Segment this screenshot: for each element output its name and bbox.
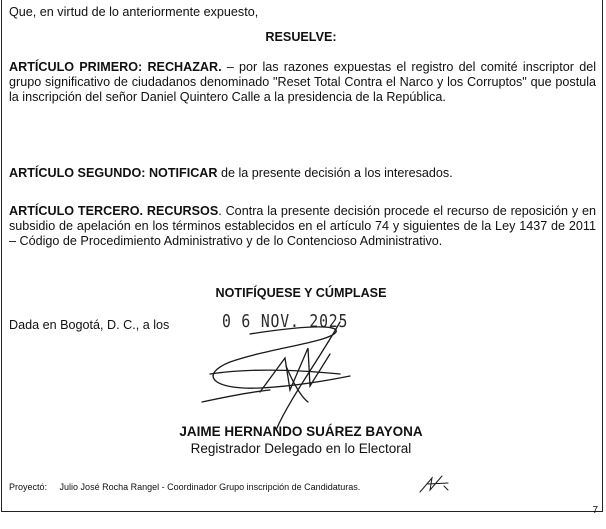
footer-text: Julio José Rocha Rangel - Coordinador Grupo inscripción de Candidaturas. — [59, 482, 361, 492]
article-segundo-label: ARTÍCULO SEGUNDO: — [9, 166, 146, 180]
initials-mark — [418, 474, 454, 494]
page-number: 7 — [592, 505, 598, 516]
date-line: Dada en Bogotá, D. C., a los — [9, 318, 170, 332]
article-primero-label: ARTÍCULO PRIMERO: — [9, 60, 143, 74]
resuelve-heading: RESUELVE: — [265, 30, 337, 44]
intro-paragraph: Que, en virtud de lo anteriormente expuesto, — [9, 5, 259, 19]
footer-projected-by — [9, 482, 360, 492]
date-stamp: 0 6 NOV. 2025 — [222, 311, 349, 332]
signer-name: JAIME HERNANDO SUÁREZ BAYONA — [179, 424, 423, 439]
article-tercero-verb: RECURSOS — [146, 204, 219, 218]
article-primero — [9, 60, 596, 105]
article-segundo-verb: NOTIFICAR — [148, 166, 218, 180]
article-tercero-label: ARTÍCULO TERCERO. — [9, 204, 143, 218]
article-primero-text: – por las razones expuestas el registro del comité inscriptor del grupo significativo de ciudadanos denominado "Reset Total Contra el Narco y los Corruptos" que postula la inscripción del señor Daniel Quintero Calle a la presidencia de la República. — [9, 60, 596, 104]
signer-role: Registrador Delegado en lo Electoral — [190, 441, 412, 456]
footer-label: Proyectó: — [9, 482, 48, 492]
article-tercero — [9, 204, 596, 249]
article-segundo-text: de la presente decisión a los interesados. — [217, 166, 453, 180]
article-primero-verb: RECHAZAR. — [147, 60, 222, 74]
article-segundo — [9, 166, 596, 181]
closing-heading: NOTIFÍQUESE Y CÚMPLASE — [215, 286, 387, 300]
article-tercero-text: . Contra la presente decisión procede el recurso de reposición y en subsidio de apelación en los términos establecidos en el artículo 74 y siguientes de la Ley 1437 de 2011 – Código de Procedimiento Administrativo y de lo Contencioso Administrativo. — [9, 204, 597, 248]
